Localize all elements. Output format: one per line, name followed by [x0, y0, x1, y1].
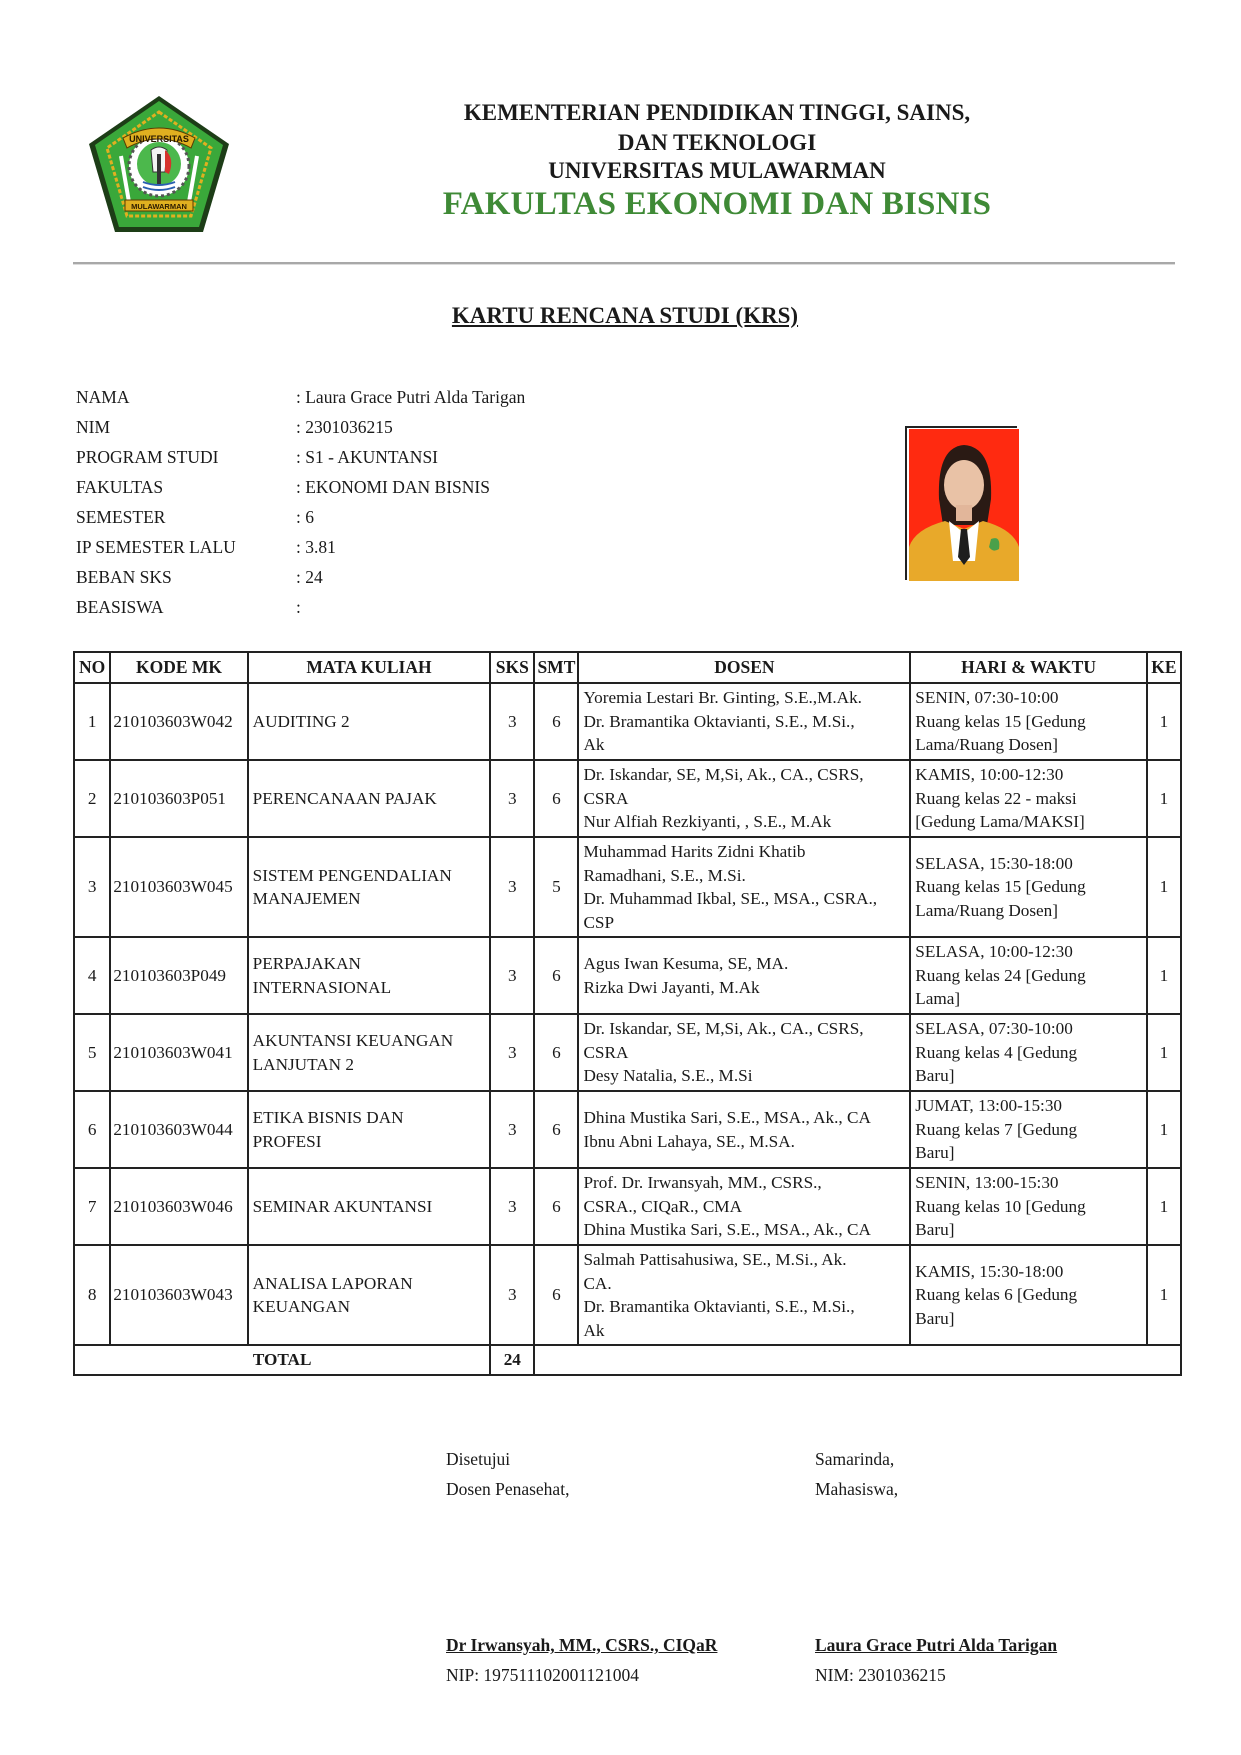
cell-dosen	[578, 1245, 910, 1345]
cell-mata-kuliah	[248, 837, 491, 937]
cell-smt: 6	[534, 937, 578, 1014]
cell-sks: 3	[490, 937, 534, 1014]
col-header-smt: SMT	[534, 652, 578, 683]
cell-sks: 3	[490, 1168, 534, 1245]
cell-mata-kuliah	[248, 1091, 491, 1168]
cell-sks: 3	[490, 683, 534, 760]
cell-ke: 1	[1147, 1245, 1181, 1345]
cell-hari-waktu	[910, 683, 1147, 760]
cell-dosen-line: Agus Iwan Kesuma, SE, MA.	[583, 954, 789, 973]
cell-dosen-line: Ibnu Abni Lahaya, SE., M.SA.	[583, 1131, 795, 1151]
cell-dosen-line: Ak	[583, 1320, 605, 1340]
cell-hari-waktu-line: SENIN, 13:00-15:30	[915, 1173, 1059, 1193]
cell-mata-kuliah-line: KEUANGAN	[252, 1297, 351, 1316]
cell-hari-waktu-line: Baru]	[915, 1308, 955, 1328]
cell-sks: 3	[490, 760, 534, 837]
col-header-ke: KE	[1147, 652, 1181, 683]
cell-mata-kuliah	[248, 683, 491, 760]
cell-smt: 5	[534, 837, 578, 937]
cell-mata-kuliah-line: PERENCANAAN PAJAK	[252, 788, 437, 808]
cell-dosen-line: Dr. Iskandar, SE, M,Si, Ak., CA., CSRS,	[583, 1019, 864, 1039]
cell-kode-mk: 210103603W044	[110, 1091, 247, 1168]
cell-sks: 3	[490, 1245, 534, 1345]
cell-ke: 1	[1147, 1091, 1181, 1168]
cell-hari-waktu	[910, 1091, 1147, 1168]
approval-label: Disetujui	[446, 1449, 511, 1469]
cell-dosen-line: CA.	[583, 1273, 612, 1293]
cell-smt: 6	[534, 683, 578, 760]
cell-no: 8	[74, 1245, 110, 1345]
cell-dosen-line: Dhina Mustika Sari, S.E., MSA., Ak., CA	[583, 1108, 871, 1127]
cell-kode-mk: 210103603P049	[110, 937, 247, 1014]
document-title: KARTU RENCANA STUDI (KRS)	[451, 303, 799, 328]
cell-ke: 1	[1147, 837, 1181, 937]
cell-dosen-line: Dr. Bramantika Oktavianti, S.E., M.Si.,	[583, 1297, 855, 1316]
cell-hari-waktu	[910, 1168, 1147, 1245]
cell-mata-kuliah-line: ANALISA LAPORAN	[252, 1273, 413, 1293]
cell-hari-waktu	[910, 937, 1147, 1014]
cell-dosen-line: Dr. Muhammad Ikbal, SE., MSA., CSRA.,	[583, 889, 878, 908]
cell-dosen-line: Nur Alfiah Rezkiyanti, , S.E., M.Ak	[583, 812, 832, 832]
cell-mata-kuliah-line: MANAJEMEN	[252, 889, 361, 908]
cell-dosen-line: Salmah Pattisahusiwa, SE., M.Si., Ak.	[583, 1250, 847, 1269]
info-label: PROGRAM STUDI	[76, 447, 219, 467]
cell-dosen-line: CSRA	[583, 1042, 629, 1062]
info-value: : EKONOMI DAN BISNIS	[296, 477, 490, 497]
cell-hari-waktu-line: Ruang kelas 24 [Gedung	[915, 965, 1086, 985]
info-value: :	[296, 597, 301, 617]
cell-dosen	[578, 683, 910, 760]
cell-dosen-line: Dr. Bramantika Oktavianti, S.E., M.Si.,	[583, 711, 855, 731]
cell-hari-waktu-line: Ruang kelas 15 [Gedung	[915, 877, 1086, 897]
svg-text:UNIVERSITAS: UNIVERSITAS	[129, 134, 189, 144]
total-sks: 24	[490, 1345, 534, 1375]
info-label: NIM	[76, 417, 111, 437]
cell-dosen-line: Dr. Iskandar, SE, M,Si, Ak., CA., CSRS,	[583, 765, 864, 785]
cell-kode-mk: 210103603P051	[110, 760, 247, 837]
cell-hari-waktu-line: Ruang kelas 7 [Gedung	[915, 1119, 1078, 1139]
cell-hari-waktu-line: Ruang kelas 15 [Gedung	[915, 711, 1086, 731]
col-header-no: NO	[74, 652, 110, 683]
student-photo	[909, 429, 1019, 581]
cell-sks: 3	[490, 1091, 534, 1168]
cell-mata-kuliah-line: LANJUTAN 2	[252, 1054, 354, 1074]
cell-ke: 1	[1147, 760, 1181, 837]
university-logo	[85, 92, 233, 238]
advisor-name: Dr Irwansyah, MM., CSRS., CIQaR	[446, 1635, 718, 1655]
cell-kode-mk: 210103603W042	[110, 683, 247, 760]
table-row	[74, 837, 1181, 937]
cell-dosen-line: Ramadhani, S.E., M.Si.	[583, 865, 746, 885]
cell-hari-waktu-line: Ruang kelas 22 - maksi	[915, 788, 1077, 808]
cell-dosen-line: Rizka Dwi Jayanti, M.Ak	[583, 977, 760, 997]
cell-hari-waktu-line: Lama]	[915, 989, 961, 1009]
table-row	[74, 760, 1181, 837]
cell-hari-waktu-line: KAMIS, 15:30-18:00	[915, 1261, 1064, 1281]
cell-hari-waktu-line: SELASA, 07:30-10:00	[915, 1019, 1073, 1039]
cell-hari-waktu-line: SELASA, 15:30-18:00	[915, 853, 1073, 873]
info-label: IP SEMESTER LALU	[76, 537, 236, 557]
info-value: : 3.81	[296, 537, 336, 557]
cell-hari-waktu-line: Lama/Ruang Dosen]	[915, 735, 1058, 755]
table-row	[74, 1168, 1181, 1245]
cell-hari-waktu-line: Ruang kelas 10 [Gedung	[915, 1196, 1086, 1216]
cell-mata-kuliah-line: PROFESI	[252, 1131, 322, 1151]
cell-mata-kuliah-line: SISTEM PENGENDALIAN	[252, 865, 452, 885]
cell-mata-kuliah-line: PERPAJAKAN	[252, 954, 361, 973]
table-header-row	[74, 652, 1181, 683]
cell-dosen	[578, 1168, 910, 1245]
krs-table	[73, 651, 1182, 1376]
cell-hari-waktu	[910, 1014, 1147, 1091]
cell-dosen-line: Muhammad Harits Zidni Khatib	[583, 842, 806, 861]
cell-mata-kuliah	[248, 937, 491, 1014]
cell-hari-waktu-line: Ruang kelas 6 [Gedung	[915, 1285, 1078, 1305]
cell-smt: 6	[534, 1245, 578, 1345]
cell-dosen-line: Yoremia Lestari Br. Ginting, S.E.,M.Ak.	[583, 688, 862, 708]
cell-mata-kuliah	[248, 1014, 491, 1091]
cell-hari-waktu	[910, 1245, 1147, 1345]
cell-dosen-line: Desy Natalia, S.E., M.Si	[583, 1066, 753, 1086]
cell-kode-mk: 210103603W045	[110, 837, 247, 937]
cell-hari-waktu-line: Ruang kelas 4 [Gedung	[915, 1042, 1078, 1062]
cell-no: 1	[74, 683, 110, 760]
svg-text:MULAWARMAN: MULAWARMAN	[131, 202, 187, 211]
cell-hari-waktu-line: Baru]	[915, 1066, 955, 1086]
place-label: Samarinda,	[815, 1449, 895, 1469]
cell-mata-kuliah-line: ETIKA BISNIS DAN	[252, 1108, 404, 1127]
university-name: UNIVERSITAS MULAWARMAN	[548, 158, 886, 183]
cell-sks: 3	[490, 1014, 534, 1091]
ministry-name-line1: KEMENTERIAN PENDIDIKAN TINGGI, SAINS,	[463, 100, 971, 125]
total-row	[74, 1345, 1181, 1375]
cell-no: 6	[74, 1091, 110, 1168]
total-label: TOTAL	[74, 1345, 490, 1375]
cell-ke: 1	[1147, 937, 1181, 1014]
cell-kode-mk: 210103603W046	[110, 1168, 247, 1245]
cell-hari-waktu-line: [Gedung Lama/MAKSI]	[915, 812, 1085, 832]
cell-hari-waktu	[910, 760, 1147, 837]
cell-smt: 6	[534, 1091, 578, 1168]
cell-mata-kuliah	[248, 1168, 491, 1245]
cell-hari-waktu-line: Lama/Ruang Dosen]	[915, 900, 1058, 920]
col-header-dosen: DOSEN	[578, 652, 910, 683]
cell-ke: 1	[1147, 1168, 1181, 1245]
table-row	[74, 937, 1181, 1014]
col-header-kode-mk: KODE MK	[110, 652, 247, 683]
cell-ke: 1	[1147, 1014, 1181, 1091]
info-value: : S1 - AKUNTANSI	[296, 447, 439, 467]
cell-no: 4	[74, 937, 110, 1014]
header-divider	[73, 262, 1175, 265]
cell-dosen-line: Ak	[583, 735, 605, 755]
cell-dosen-line: Prof. Dr. Irwansyah, MM., CSRS.,	[583, 1173, 822, 1193]
cell-mata-kuliah-line: AKUNTANSI KEUANGAN	[252, 1031, 454, 1050]
cell-hari-waktu-line: Baru]	[915, 1220, 955, 1240]
cell-no: 2	[74, 760, 110, 837]
info-label: NAMA	[76, 387, 130, 407]
cell-mata-kuliah-line: AUDITING 2	[252, 711, 350, 731]
cell-dosen-line: CSRA., CIQaR., CMA	[583, 1196, 742, 1216]
ministry-name-line2: DAN TEKNOLOGI	[617, 130, 817, 155]
table-row	[74, 1014, 1181, 1091]
col-header-sks: SKS	[490, 652, 534, 683]
cell-kode-mk: 210103603W043	[110, 1245, 247, 1345]
table-row	[74, 1245, 1181, 1345]
col-header-hari-waktu: HARI & WAKTU	[910, 652, 1147, 683]
cell-no: 5	[74, 1014, 110, 1091]
col-header-mata-kuliah: MATA KULIAH	[248, 652, 491, 683]
cell-hari-waktu-line: SENIN, 07:30-10:00	[915, 688, 1059, 708]
cell-dosen	[578, 1091, 910, 1168]
cell-no: 3	[74, 837, 110, 937]
cell-mata-kuliah-line: SEMINAR AKUNTANSI	[252, 1196, 433, 1216]
cell-smt: 6	[534, 1168, 578, 1245]
total-empty-cell	[534, 1345, 1181, 1375]
cell-hari-waktu-line: JUMAT, 13:00-15:30	[915, 1096, 1063, 1116]
cell-dosen	[578, 760, 910, 837]
info-value: : Laura Grace Putri Alda Tarigan	[296, 387, 526, 407]
cell-hari-waktu-line: Baru]	[915, 1143, 955, 1163]
advisor-label: Dosen Penasehat,	[446, 1479, 570, 1499]
cell-dosen	[578, 937, 910, 1014]
cell-mata-kuliah-line: INTERNASIONAL	[252, 977, 392, 997]
info-label: BEASISWA	[76, 597, 164, 617]
cell-ke: 1	[1147, 683, 1181, 760]
cell-smt: 6	[534, 1014, 578, 1091]
student-label: Mahasiswa,	[815, 1479, 899, 1499]
cell-hari-waktu	[910, 837, 1147, 937]
info-value: : 24	[296, 567, 323, 587]
table-row	[74, 683, 1181, 760]
info-label: BEBAN SKS	[76, 567, 172, 587]
info-value: : 6	[296, 507, 314, 527]
cell-mata-kuliah	[248, 1245, 491, 1345]
student-nim: NIM: 2301036215	[815, 1665, 946, 1685]
cell-dosen	[578, 1014, 910, 1091]
cell-sks: 3	[490, 837, 534, 937]
info-label: FAKULTAS	[76, 477, 164, 497]
cell-dosen	[578, 837, 910, 937]
cell-smt: 6	[534, 760, 578, 837]
cell-hari-waktu-line: KAMIS, 10:00-12:30	[915, 765, 1064, 785]
student-signature-name: Laura Grace Putri Alda Tarigan	[815, 1635, 1058, 1655]
cell-dosen-line: Dhina Mustika Sari, S.E., MSA., Ak., CA	[583, 1220, 871, 1240]
cell-mata-kuliah	[248, 760, 491, 837]
cell-hari-waktu-line: SELASA, 10:00-12:30	[915, 942, 1073, 962]
advisor-nip: NIP: 197511102001121004	[446, 1665, 639, 1685]
info-value: : 2301036215	[296, 417, 393, 437]
cell-kode-mk: 210103603W041	[110, 1014, 247, 1091]
cell-dosen-line: CSRA	[583, 788, 629, 808]
cell-no: 7	[74, 1168, 110, 1245]
faculty-name: FAKULTAS EKONOMI DAN BISNIS	[442, 186, 992, 222]
cell-dosen-line: CSP	[583, 912, 615, 932]
info-label: SEMESTER	[76, 507, 166, 527]
table-row	[74, 1091, 1181, 1168]
